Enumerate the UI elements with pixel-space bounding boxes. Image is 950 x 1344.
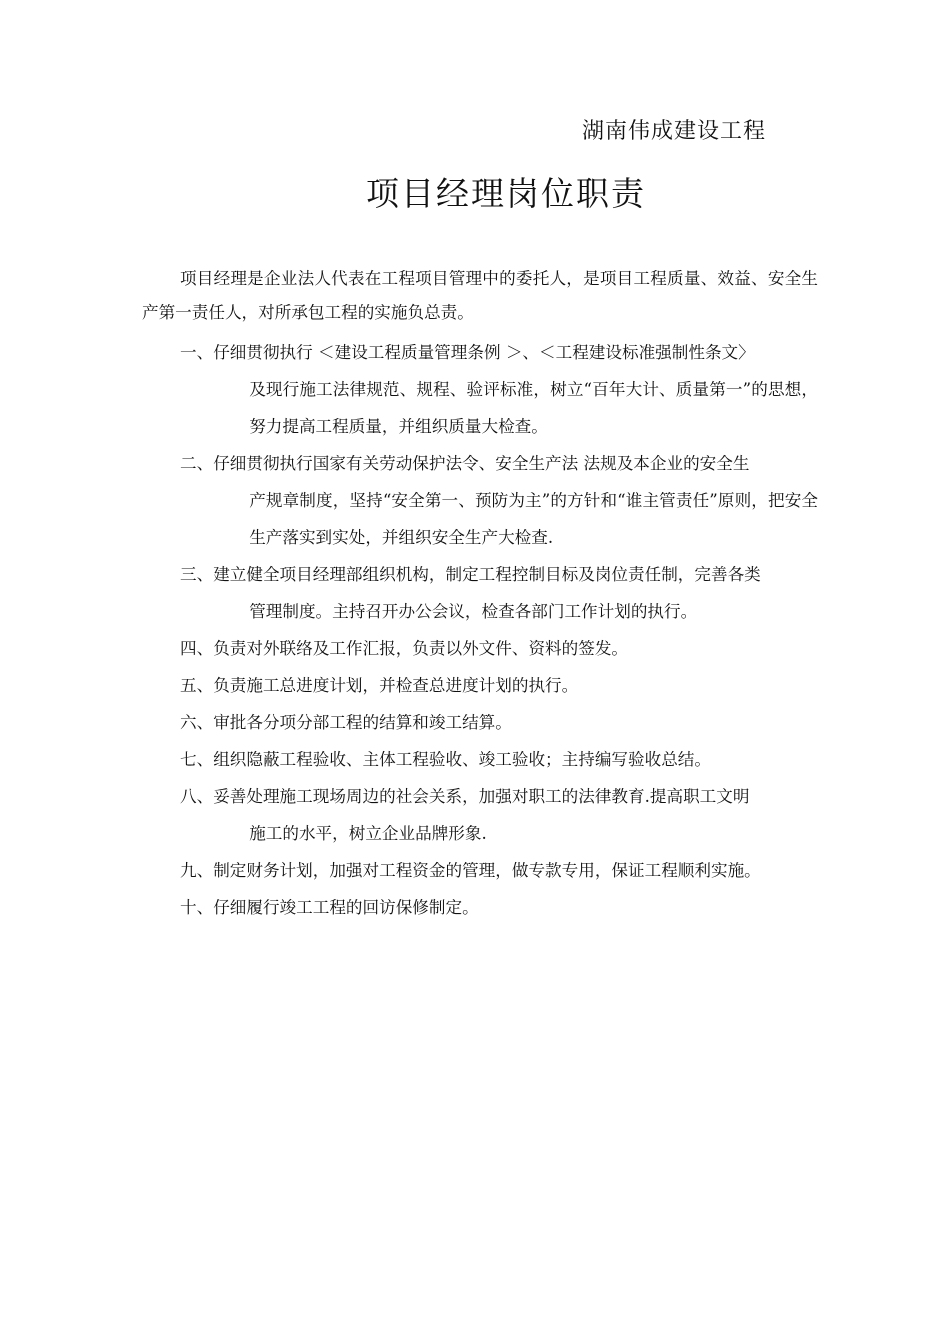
duty-text-first-line: 制定财务计划，加强对工程资金的管理，做专款专用，保证工程顺利实施。 (213, 861, 761, 880)
duty-text (213, 741, 818, 778)
duty-text-first-line: 仔细贯彻执行国家有关劳动保护法令、安全生产法 法规及本企业的安全生 (213, 454, 750, 473)
duty-text-first-line: 建立健全项目经理部组织机构，制定工程控制目标及岗位责任制，完善各类 (213, 565, 761, 584)
duty-text-first-line: 审批各分项分部工程的结算和竣工结算。 (213, 713, 512, 732)
duty-number: 七、 (180, 750, 214, 769)
duty-text (213, 852, 818, 889)
duty-text-first-line: 负责对外联络及工作汇报，负责以外文件、资料的签发。 (213, 639, 629, 658)
duty-text-continuation: 及现行施工法律规范、规程、验评标准，树立“百年大计、质量第一”的思想，努力提高工程质量，并组织质量大检查。 (249, 380, 818, 436)
duty-item-7 (180, 741, 818, 778)
duty-item-2 (180, 445, 818, 556)
duty-text (213, 889, 818, 926)
duty-text-continuation: 产规章制度，坚持“安全第一、预防为主”的方针和“谁主管责任”原则，把安全生产落实到实处，并组织安全生产大检查. (249, 491, 818, 547)
duty-item-6 (180, 704, 818, 741)
duty-number: 六、 (180, 713, 214, 732)
duty-item-1 (180, 334, 818, 445)
intro-paragraph: 项目经理是企业法人代表在工程项目管理中的委托人，是项目工程质量、效益、安全生产第一责任人，对所承包工程的实施负总责。 (142, 269, 818, 322)
duty-item-9 (180, 852, 818, 889)
duty-text-first-line: 组织隐蔽工程验收、主体工程验收、竣工验收；主持编写验收总结。 (213, 750, 711, 769)
duty-number: 一、 (180, 343, 214, 362)
duty-number: 八、 (180, 787, 214, 806)
duty-item-8 (180, 778, 818, 852)
duty-text (213, 334, 818, 445)
document-title: 项目经理岗位职责 (366, 174, 646, 213)
duty-number: 五、 (180, 676, 214, 695)
duty-text-continuation: 施工的水平，树立企业品牌形象. (249, 824, 487, 843)
duty-number: 十、 (180, 898, 214, 917)
duty-item-4 (180, 630, 818, 667)
duty-text (213, 667, 818, 704)
duty-text (213, 630, 818, 667)
duty-text-continuation: 管理制度。主持召开办公会议，检查各部门工作计划的执行。 (249, 602, 698, 621)
duty-text (213, 556, 818, 630)
company-name: 湖南伟成建设工程 (582, 119, 767, 144)
duty-text-first-line: 妥善处理施工现场周边的社会关系，加强对职工的法律教育.提高职工文明 (213, 787, 750, 806)
duty-number: 三、 (180, 565, 214, 584)
duty-item-10 (180, 889, 818, 926)
duty-item-3 (180, 556, 818, 630)
duty-text-first-line: 仔细贯彻执行 ＜建设工程质量管理条例 ＞、＜工程建设标准强制性条文〉 (213, 343, 755, 362)
duty-list (180, 334, 818, 926)
duty-text (213, 704, 818, 741)
duty-text-first-line: 仔细履行竣工工程的回访保修制定。 (213, 898, 479, 917)
duty-number: 九、 (180, 861, 214, 880)
duty-number: 二、 (180, 454, 214, 473)
duty-item-5 (180, 667, 818, 704)
duty-text (213, 445, 818, 556)
duty-text-first-line: 负责施工总进度计划，并检查总进度计划的执行。 (213, 676, 579, 695)
duty-number: 四、 (180, 639, 214, 658)
duty-text (213, 778, 818, 852)
